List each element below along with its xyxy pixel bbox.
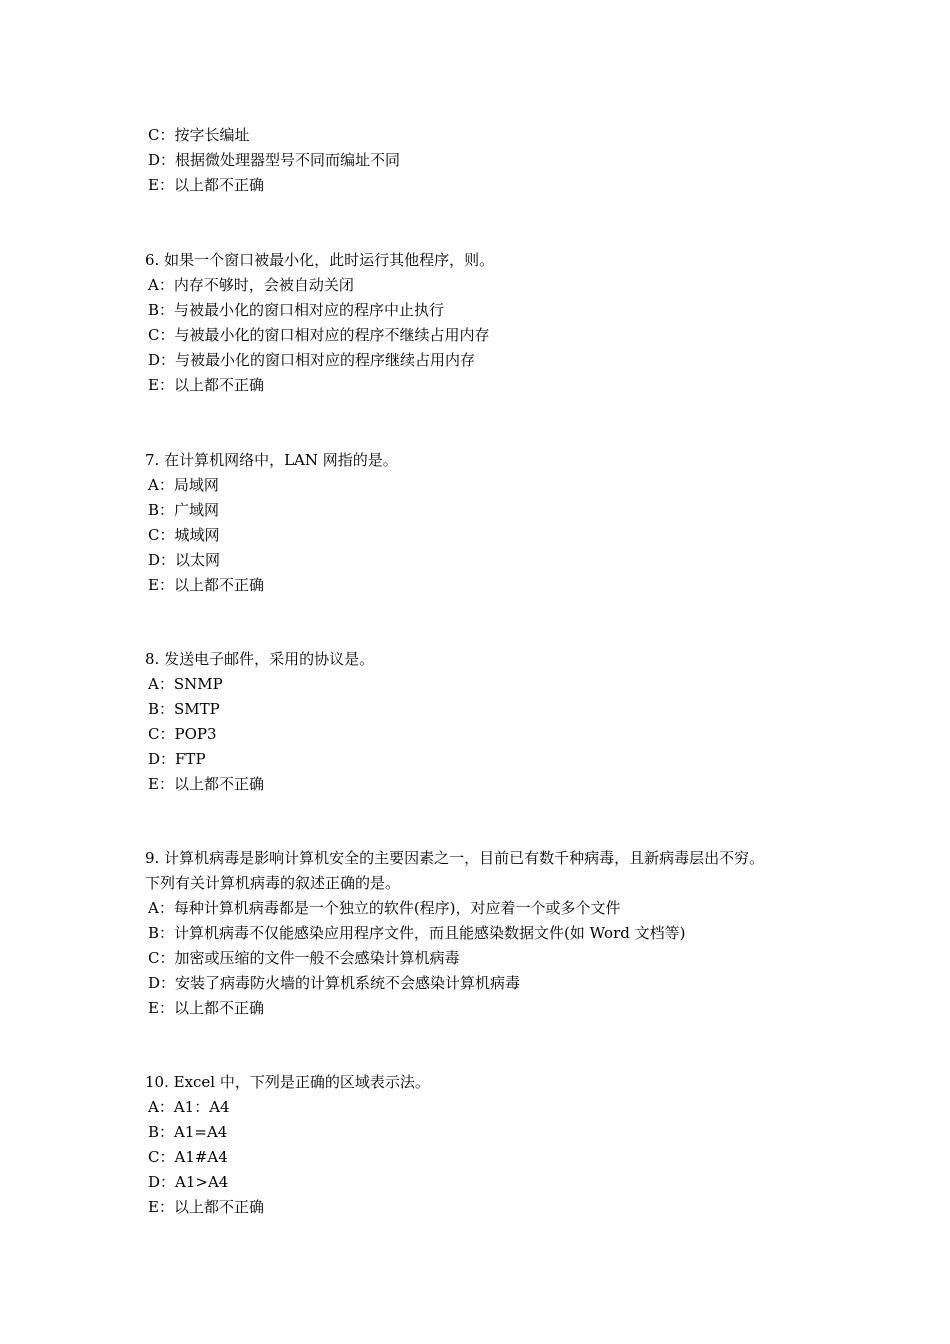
question-stem: 9. 计算机病毒是影响计算机安全的主要因素之一，目前已有数千种病毒，且新病毒层出不穷。 — [145, 849, 765, 867]
option-b: B：与被最小化的窗口相对应的程序中止执行 — [148, 301, 445, 319]
option-c: C：A1#A4 — [148, 1148, 228, 1166]
question-6 — [145, 248, 845, 398]
option-b: B：SMTP — [148, 700, 220, 718]
option-d: D：根据微处理器型号不同而编址不同 — [148, 151, 401, 169]
option-c: C：与被最小化的窗口相对应的程序不继续占用内存 — [148, 326, 490, 344]
question-7 — [145, 448, 845, 598]
option-a: A：SNMP — [148, 675, 223, 693]
option-d: D：安装了病毒防火墙的计算机系统不会感染计算机病毒 — [148, 974, 521, 992]
option-c: C：按字长编址 — [148, 126, 250, 144]
option-d: D：以太网 — [148, 551, 221, 569]
question-9 — [145, 846, 845, 1021]
question-10 — [145, 1070, 845, 1220]
option-b: B：广域网 — [148, 501, 220, 519]
option-d: D：FTP — [148, 750, 206, 768]
option-a: A：每种计算机病毒都是一个独立的软件(程序)，对应着一个或多个文件 — [148, 899, 621, 917]
question-stem: 6. 如果一个窗口被最小化，此时运行其他程序，则。 — [145, 251, 495, 269]
option-b: B：计算机病毒不仅能感染应用程序文件，而且能感染数据文件(如 Word 文档等) — [148, 924, 686, 942]
option-a: A：A1：A4 — [148, 1098, 230, 1116]
option-e: E：以上都不正确 — [148, 999, 264, 1017]
option-e: E：以上都不正确 — [148, 376, 264, 394]
option-a: A：内存不够时，会被自动关闭 — [148, 276, 354, 294]
question-stem: 10. Excel 中，下列是正确的区域表示法。 — [145, 1073, 430, 1091]
option-e: E：以上都不正确 — [148, 1198, 264, 1216]
question-stem: 8. 发送电子邮件，采用的协议是。 — [145, 650, 375, 668]
option-c: C：POP3 — [148, 725, 217, 743]
option-d: D：与被最小化的窗口相对应的程序继续占用内存 — [148, 351, 476, 369]
option-d: D：A1>A4 — [148, 1173, 229, 1191]
option-a: A：局域网 — [148, 476, 219, 494]
question-stem: 7. 在计算机网络中，LAN 网指的是。 — [145, 451, 398, 469]
question-8 — [145, 647, 845, 797]
option-b: B：A1=A4 — [148, 1123, 228, 1141]
option-e: E：以上都不正确 — [148, 176, 264, 194]
option-c: C：加密或压缩的文件一般不会感染计算机病毒 — [148, 949, 460, 967]
question-stem-continued: 下列有关计算机病毒的叙述正确的是。 — [145, 874, 401, 892]
option-e: E：以上都不正确 — [148, 576, 264, 594]
question-5-options — [145, 123, 845, 198]
option-c: C：城域网 — [148, 526, 220, 544]
option-e: E：以上都不正确 — [148, 775, 264, 793]
